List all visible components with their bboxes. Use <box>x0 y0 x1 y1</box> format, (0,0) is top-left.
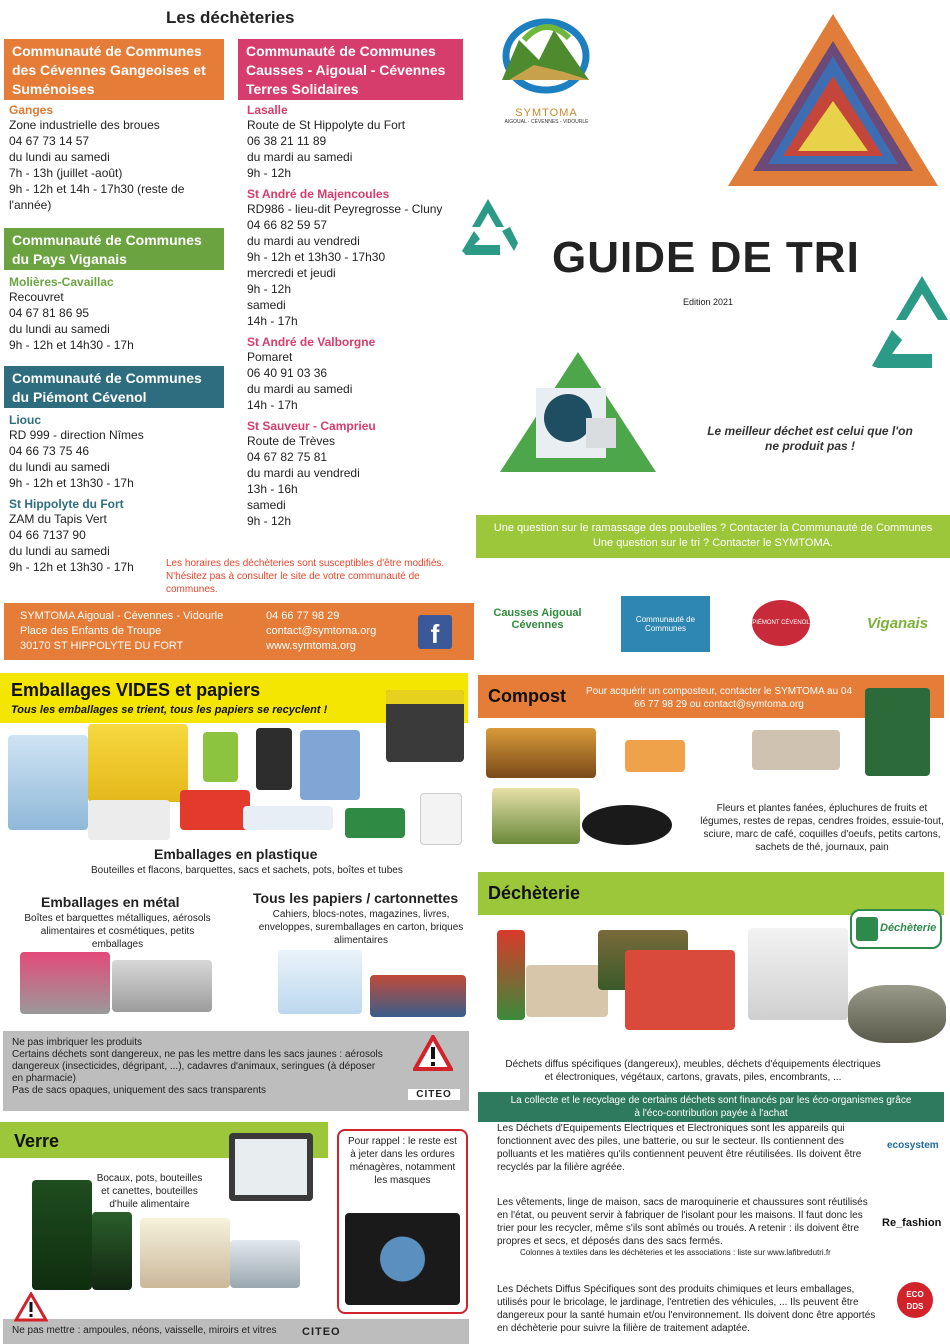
site-days: du mardi au vendredi <box>247 234 360 248</box>
emballages-warning-text <box>12 1037 384 1097</box>
site-days: du lundi au samedi <box>9 460 110 474</box>
glass-can-image <box>230 1240 300 1288</box>
papier-desc: Cahiers, blocs-notes, magazines, livres, enveloppes, suremballages en carton, briques alimentaires <box>258 909 464 946</box>
site-days: samedi <box>247 298 286 312</box>
appliances-image <box>748 928 848 1020</box>
orange-peel-image <box>625 740 685 772</box>
site-days: du mardi au samedi <box>247 150 353 164</box>
footer-phone[interactable]: 04 66 77 98 29 <box>266 610 340 622</box>
compost-desc: Fleurs et plantes fanées, épluchures de fruits et légumes, restes de repas, cendres froides, essuie-tout, sciure, marc de café, coquilles d'oeufs, petits cartons, sachets de thé, journaux, pain <box>700 803 944 853</box>
site-hours: 9h - 12h <box>247 514 292 528</box>
emballages-title: Emballages VIDES et papiers <box>11 680 261 700</box>
cc2-sites <box>9 275 221 353</box>
site-phone: 04 67 82 75 81 <box>247 450 328 464</box>
metal-cans-image <box>20 952 110 1014</box>
emballages-warning-box <box>3 1031 469 1111</box>
site-hours: 9h - 12h et 13h30 - 17h <box>9 560 134 574</box>
site-address: Recouvret <box>9 290 64 304</box>
site-name: St Hippolyte du Fort <box>9 497 124 511</box>
site-days: du mardi au vendredi <box>247 466 360 480</box>
site-address: RD986 - lieu-dit Peyregrosse - Cluny <box>247 202 443 216</box>
ecodds-logo <box>897 1282 933 1318</box>
plastic-bag-image <box>256 728 292 790</box>
question-band <box>476 515 950 558</box>
address-line: SYMTOMA Aigoual - Cévennes - Vidourle <box>20 610 224 622</box>
badge-icon <box>856 917 878 941</box>
address-line: Place des Enfants de Troupe <box>20 625 162 637</box>
toothpaste-image <box>243 806 333 830</box>
site-hours: 14h - 17h <box>247 314 298 328</box>
site-days: du lundi au samedi <box>9 544 110 558</box>
site-address: Zone industrielle des broues <box>9 118 160 132</box>
decheterie-desc: Déchets diffus spécifiques (dangereux), meubles, déchets d'équipements électriques et électroniques, végétaux, cartons, gravats, piles, encombrants, ... <box>505 1059 881 1083</box>
warning-icon <box>413 1035 453 1071</box>
ecodds-label: ECO DDS <box>906 1290 924 1311</box>
site-phone: 04 66 7137 90 <box>9 528 86 542</box>
plastique-title: Emballages en plastique <box>154 846 318 862</box>
cc4-title: Communauté de Communes Causses - Aigoual - Cévennes Terres Solidaires <box>238 39 463 100</box>
paper-cartons-image <box>278 950 362 1014</box>
site-phone: 04 66 82 59 57 <box>247 218 328 232</box>
glass-bottles-image <box>32 1180 92 1290</box>
site-days: samedi <box>247 498 286 512</box>
site-name: St Sauveur - Camprieu <box>247 419 376 433</box>
plastic-pouch-image <box>203 732 238 782</box>
site-hours: 13h - 16h <box>247 482 298 496</box>
guide-title: GUIDE DE TRI <box>552 233 860 282</box>
glass-bin-image <box>229 1133 313 1201</box>
partner-logo-cc: Communauté de Communes <box>621 596 710 652</box>
footer-address <box>20 609 223 654</box>
glass-bottles-image-2 <box>92 1212 132 1290</box>
logo-name: SYMTOMA <box>515 107 578 119</box>
site-phone: 04 67 73 14 57 <box>9 134 90 148</box>
site-name: St André de Valborgne <box>247 335 376 349</box>
recycle-icon <box>862 270 950 380</box>
deee-text: Les Déchets d'Equipements Electriques et Electroniques sont les appareils qui fonctionnent avec des piles, une batterie, ou sur le secteur. Ils contiennent des polluants et les matières qu'ils contiennent peuvent être réutilisées. Ils doivent être recyclés par la filière agréée. <box>497 1123 862 1173</box>
site-name: Molières-Cavaillac <box>9 275 114 289</box>
logo-sub: AIGOUAL - CÉVENNES - VIDOURLE <box>504 119 589 125</box>
site-hours: 14h - 17h <box>247 398 298 412</box>
edition: Edition 2021 <box>683 297 734 307</box>
textile-note: Colonnes à textiles dans les déchèteries et les associations : liste sur www.lafibredutri.fr <box>520 1248 831 1257</box>
site-address: ZAM du Tapis Vert <box>9 512 107 526</box>
site-days: du mardi au samedi <box>247 382 353 396</box>
recycle-triangle-photo <box>718 6 948 196</box>
dds-text: Les Déchets Diffus Spécifiques sont des produits chimiques et leurs emballages, utilisés pour le bricolage, le jardinage, l'entretien des véhicules, ... Ils peuvent être dangereux pour la santé humain et/ou l'environnement. Ils doivent donc être apportés en déchèterie pour suivre la filière de traitement adaptée. <box>497 1284 876 1334</box>
cardboard-box-image <box>526 965 608 1017</box>
footer-contact <box>266 609 376 654</box>
cc3-sites <box>9 413 221 575</box>
cc3-title: Communauté de Communes du Piémont Cévenol <box>4 366 224 408</box>
cc4-sites <box>247 103 472 529</box>
site-days: mercredi et jeudi <box>247 266 336 280</box>
papier-title: Tous les papiers / cartonnettes <box>253 890 459 906</box>
symtoma-footer <box>4 603 474 660</box>
decheterie-badge <box>850 909 942 949</box>
verre-warning-text: Ne pas mettre : ampoules, néons, vaisselle, miroirs et vitres <box>12 1325 277 1336</box>
facebook-icon[interactable]: f <box>418 615 452 649</box>
plastique-desc: Bouteilles et flacons, barquettes, sacs et sachets, pots, boîtes et tubes <box>91 865 403 876</box>
reminder-text: Pour rappel : le reste est à jeter dans les ordures ménagères, notamment les masques <box>348 1136 457 1186</box>
symtoma-logo <box>494 10 599 125</box>
rubble-image <box>848 985 946 1043</box>
refashion-logo: Re_fashion <box>882 1217 942 1229</box>
compost-contact: Pour acquérir un composteur, contacter le SYMTOMA au 04 66 77 98 29 ou contact@symtoma.org <box>585 686 853 710</box>
yogurt-pot-image <box>420 793 462 845</box>
site-days: du lundi au samedi <box>9 150 110 164</box>
decheteries-title: Les déchèteries <box>166 8 295 27</box>
decheterie-title: Déchèterie <box>488 883 581 903</box>
site-name: Ganges <box>9 103 54 117</box>
green-box-image <box>345 808 405 838</box>
metal-foil-image <box>112 960 212 1012</box>
armchair-image <box>625 950 735 1030</box>
site-name: Lasalle <box>247 103 288 117</box>
recycle-icon <box>452 193 524 261</box>
plastic-tray-image <box>88 724 188 802</box>
partner-logo-piemont: PIÉMONT CÉVENOL <box>752 600 810 646</box>
hours-notice: Les horaires des déchèteries sont susceptibles d'être modifiés. N'hésitez pas à consulter le site de votre communauté de communes. <box>166 558 445 595</box>
partner-logo-causses: Causses Aigoual Cévennes <box>493 607 582 631</box>
site-hours: 9h - 12h <box>247 166 292 180</box>
site-address: Pomaret <box>247 350 293 364</box>
footer-website[interactable]: www.symtoma.org <box>266 640 356 652</box>
food-scraps-image <box>492 788 580 844</box>
slogan: Le meilleur déchet est celui que l'on ne produit pas ! <box>707 424 913 453</box>
site-address: Route de St Hippolyte du Fort <box>247 118 406 132</box>
ecosystem-logo: ecosystem <box>887 1140 939 1151</box>
question-collect: Une question sur le ramassage des poubelles ? Contacter la Communauté de Communes <box>493 522 933 534</box>
site-phone: 06 38 21 11 89 <box>247 134 327 148</box>
glass-jars-image <box>140 1218 230 1288</box>
site-hours: 9h - 12h et 14h - 17h30 (reste de l'année) <box>9 182 185 212</box>
metal-title: Emballages en métal <box>41 894 180 910</box>
pet-food-bag-image <box>300 730 360 800</box>
reminder-box <box>337 1129 468 1314</box>
verre-title: Verre <box>14 1131 60 1151</box>
egg-tray-image <box>88 800 170 840</box>
question-sorting: Une question sur le tri ? Contacter le SYMTOMA. <box>592 537 834 549</box>
site-hours: 9h - 12h et 13h30 - 17h30 <box>247 250 386 264</box>
address-line: 30170 ST HIPPOLYTE DU FORT <box>20 640 184 652</box>
verre-desc: Bocaux, pots, bouteilles et canettes, bouteilles d'huile alimentaire <box>96 1173 203 1210</box>
badge-label: Déchèterie <box>880 922 937 934</box>
emballages-subtitle: Tous les emballages se trient, tous les papiers se recyclent ! <box>11 704 328 716</box>
cc2-title: Communauté de Communes du Pays Viganais <box>4 228 224 270</box>
warning-line: Pas de sacs opaques, uniquement des sacs transparents <box>12 1085 267 1096</box>
composter-image <box>865 688 930 776</box>
warning-line: Certains déchets sont dangereux, ne pas les mettre dans les sacs jaunes : aérosols dangereux (insecticides, dégripant, ...), cadavres d'animaux, seringues (à déposer en pharmacie) <box>12 1049 383 1084</box>
cc1-title: Communauté de Communes des Cévennes Gangeoises et Suménoises <box>4 39 224 100</box>
sorting-triangle-photo <box>496 348 660 476</box>
site-name: St André de Majencoules <box>247 187 390 201</box>
cc1-sites <box>9 103 221 213</box>
partner-logo-viganais: Viganais <box>866 614 929 632</box>
site-name: Liouc <box>9 413 41 427</box>
site-phone: 04 67 81 86 95 <box>9 306 90 320</box>
site-phone: 06 40 91 03 36 <box>247 366 328 380</box>
site-address: Route de Trèves <box>247 434 336 448</box>
spray-can-image <box>497 930 525 1020</box>
metal-desc: Boîtes et barquettes métalliques, aérosols alimentaires et cosmétiques, petits emballages <box>24 913 211 950</box>
magazines-image <box>370 975 466 1017</box>
site-hours: 9h - 12h et 14h30 - 17h <box>9 338 134 352</box>
footer-email[interactable]: contact@symtoma.org <box>266 625 377 637</box>
site-address: RD 999 - direction Nîmes <box>9 428 144 442</box>
mask-bin-image <box>345 1213 460 1305</box>
warning-icon <box>14 1292 48 1322</box>
yellow-bin-image <box>386 690 464 762</box>
citeo-logo: CITEO <box>408 1089 460 1100</box>
pizza-box-image <box>752 730 840 770</box>
eco-header: La collecte et le recyclage de certains déchets sont financés par les éco-organismes grâce à l'éco-contribution payée à l'achat <box>478 1092 944 1122</box>
coffee-grounds-image <box>582 805 672 845</box>
peels-image <box>486 728 596 778</box>
site-phone: 04 66 73 75 46 <box>9 444 90 458</box>
warning-line: Ne pas imbriquer les produits <box>12 1037 143 1048</box>
site-hours: 7h - 13h (juillet -août) <box>9 166 123 180</box>
site-hours: 9h - 12h <box>247 282 292 296</box>
site-hours: 9h - 12h et 13h30 - 17h <box>9 476 134 490</box>
citeo-logo: CITEO <box>302 1326 341 1338</box>
site-days: du lundi au samedi <box>9 322 110 336</box>
plastic-bottles-image <box>8 735 88 830</box>
symtoma-logo-icon <box>494 10 599 102</box>
compost-title: Compost <box>488 686 566 706</box>
textile-text: Les vêtements, linge de maison, sacs de maroquinerie et chaussures sont réutilisés en l'état, ou peuvent servir à fabriquer de l'isolant pour les maisons. Il faut donc les trier pour les recycler, même s'ils sont abîmés ou troués. A retenir : ils doivent être propres et secs, et déposés dans des sacs fermés. <box>497 1197 868 1247</box>
chips-bag-image <box>180 790 250 830</box>
